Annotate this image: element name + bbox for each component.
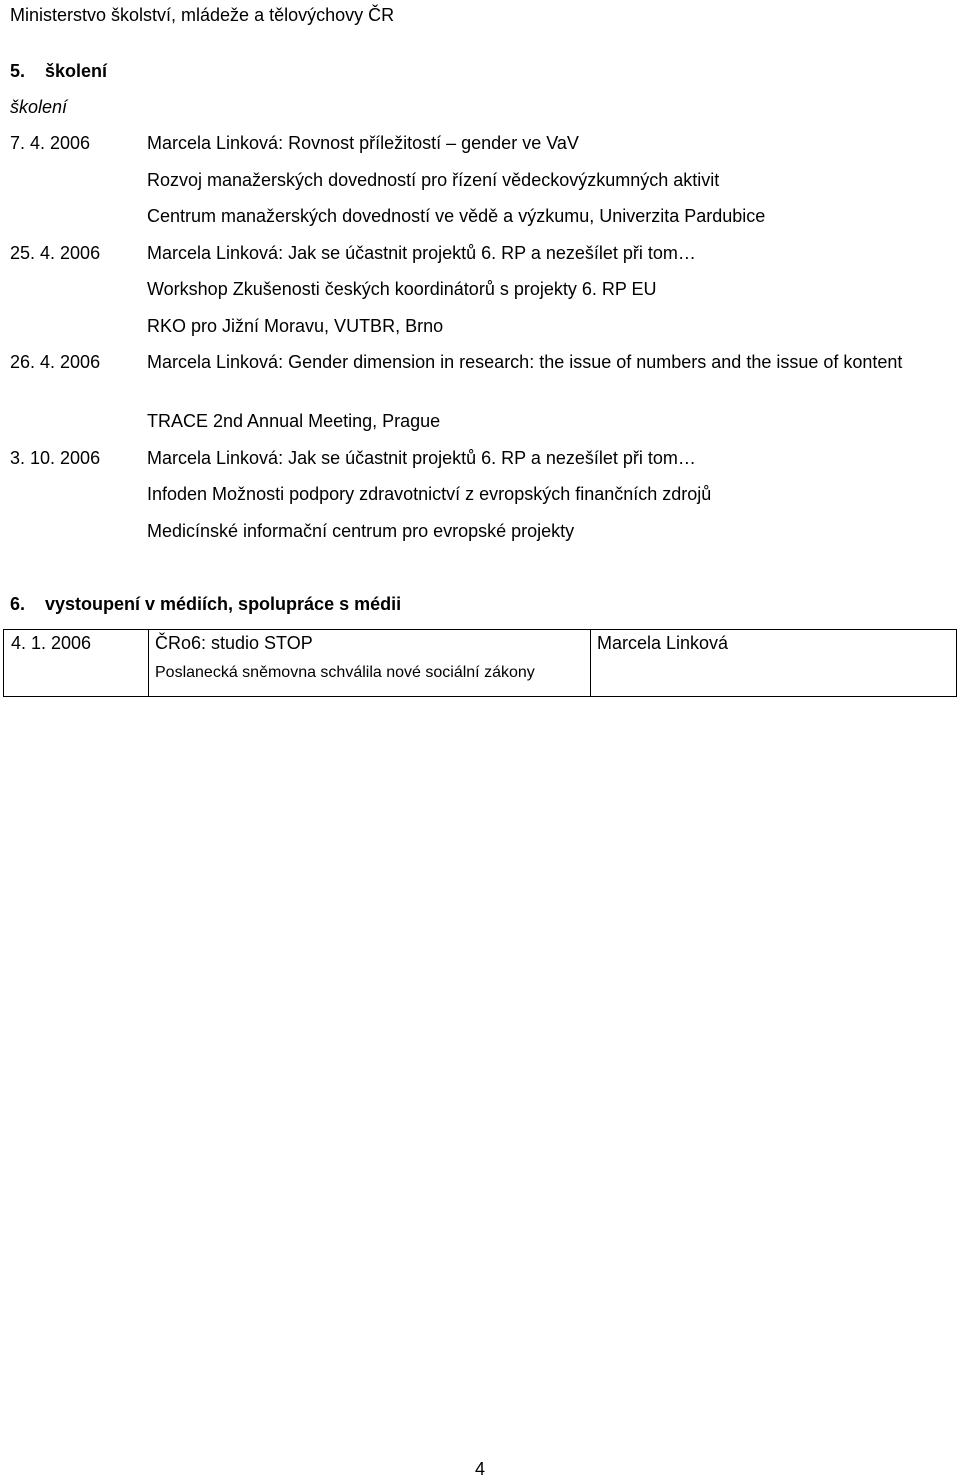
section-6-title: vystoupení v médiích, spolupráce s médii [45, 594, 402, 614]
media-person-cell [591, 630, 957, 697]
training-date: 3. 10. 2006 [10, 448, 101, 468]
training-organizer: RKO pro Jižní Moravu, VUTBR, Brno [147, 316, 444, 336]
media-event-cell [149, 630, 591, 697]
media-table [3, 629, 957, 697]
section-5-subtitle: školení [10, 97, 68, 117]
training-event: Workshop Zkušenosti českých koordinátorů s projekty 6. RP EU [147, 279, 657, 299]
training-date: 25. 4. 2006 [10, 243, 101, 263]
media-person: Marcela Linková [597, 633, 729, 653]
training-event: TRACE 2nd Annual Meeting, Prague [147, 411, 441, 431]
training-event: Rozvoj manažerských dovedností pro řízení vědeckovýzkumných aktivit [147, 170, 720, 190]
training-speaker-title: Marcela Linková: Jak se účastnit projektů 6. RP a nezešílet při tom… [147, 243, 696, 263]
table-row [4, 630, 957, 697]
training-speaker-title: Marcela Linková: Jak se účastnit projektů 6. RP a nezešílet při tom… [147, 448, 696, 468]
training-speaker-title: Marcela Linková: Rovnost příležitostí – gender ve VaV [147, 133, 579, 153]
training-date: 26. 4. 2006 [10, 352, 101, 372]
page-number: 4 [474, 1459, 485, 1479]
media-topic: Poslanecká sněmovna schválila nové sociální zákony [155, 664, 535, 681]
training-organizer: Medicínské informační centrum pro evropské projekty [147, 521, 575, 541]
media-event: ČRo6: studio STOP [155, 633, 313, 653]
section-5-title: školení [45, 61, 108, 81]
training-date: 7. 4. 2006 [10, 133, 91, 153]
section-5-number: 5. [10, 61, 26, 81]
training-speaker-title: Marcela Linková: Gender dimension in research: the issue of numbers and the issue of kontent [147, 352, 903, 372]
training-organizer: Centrum manažerských dovedností ve vědě a výzkumu, Univerzita Pardubice [147, 206, 766, 226]
section-6-number: 6. [10, 594, 26, 614]
media-date: 4. 1. 2006 [11, 633, 92, 653]
training-event: Infoden Možnosti podpory zdravotnictví z evropských finančních zdrojů [147, 484, 712, 504]
document-header: Ministerstvo školství, mládeže a tělovýchovy ČR [10, 5, 395, 25]
media-date-cell [4, 630, 149, 697]
